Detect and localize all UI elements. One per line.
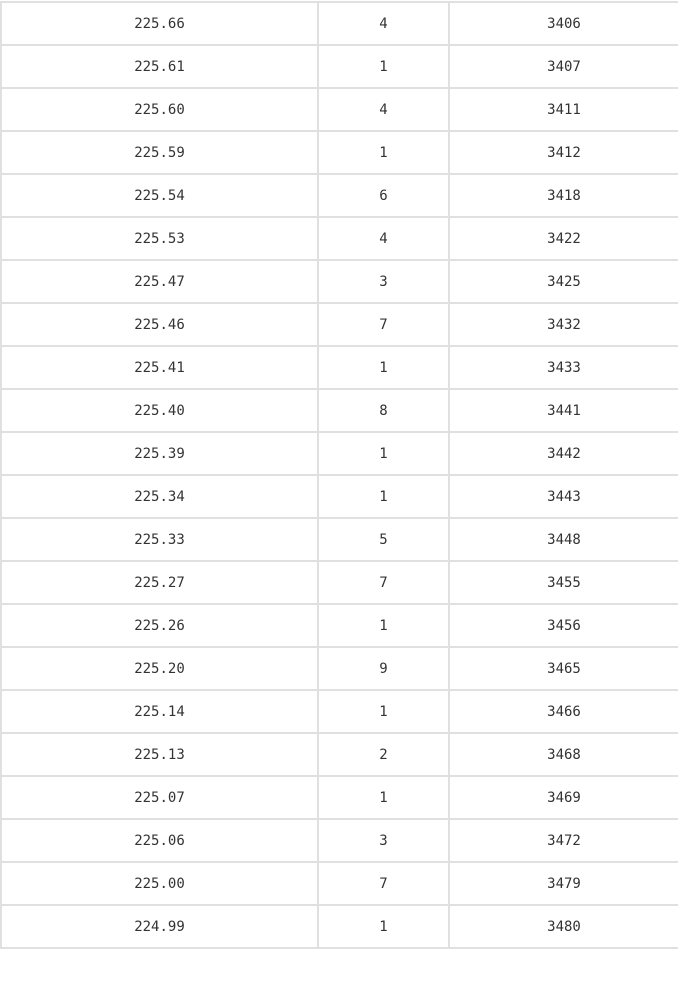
score-cell: 225.59	[1, 131, 318, 174]
count-cell: 9	[318, 647, 449, 690]
table-row	[1, 604, 678, 647]
table-row	[1, 776, 678, 819]
count-cell: 8	[318, 389, 449, 432]
count-cell: 7	[318, 303, 449, 346]
score-cell: 225.61	[1, 45, 318, 88]
cumulative-cell: 3441	[449, 389, 678, 432]
table-row	[1, 475, 678, 518]
score-cell: 225.27	[1, 561, 318, 604]
score-cell: 225.20	[1, 647, 318, 690]
count-cell: 1	[318, 346, 449, 389]
score-cell: 225.39	[1, 432, 318, 475]
count-cell: 1	[318, 690, 449, 733]
count-cell: 1	[318, 131, 449, 174]
score-cell: 225.13	[1, 733, 318, 776]
table-row	[1, 88, 678, 131]
table-row	[1, 862, 678, 905]
count-cell: 1	[318, 604, 449, 647]
count-cell: 1	[318, 432, 449, 475]
cumulative-cell: 3469	[449, 776, 678, 819]
table-row	[1, 561, 678, 604]
score-cell: 225.66	[1, 2, 318, 45]
count-cell: 1	[318, 776, 449, 819]
score-distribution-table	[0, 1, 678, 949]
score-cell: 225.26	[1, 604, 318, 647]
score-cell: 224.99	[1, 905, 318, 948]
score-cell: 225.53	[1, 217, 318, 260]
table-row	[1, 518, 678, 561]
cumulative-cell: 3472	[449, 819, 678, 862]
count-cell: 1	[318, 905, 449, 948]
cumulative-cell: 3406	[449, 2, 678, 45]
cumulative-cell: 3412	[449, 131, 678, 174]
score-cell: 225.07	[1, 776, 318, 819]
count-cell: 7	[318, 862, 449, 905]
score-cell: 225.40	[1, 389, 318, 432]
cumulative-cell: 3422	[449, 217, 678, 260]
cumulative-cell: 3480	[449, 905, 678, 948]
cumulative-cell: 3448	[449, 518, 678, 561]
cumulative-cell: 3442	[449, 432, 678, 475]
table-row	[1, 174, 678, 217]
score-cell: 225.00	[1, 862, 318, 905]
cumulative-cell: 3455	[449, 561, 678, 604]
table-row	[1, 389, 678, 432]
count-cell: 6	[318, 174, 449, 217]
table-row	[1, 905, 678, 948]
table-row	[1, 303, 678, 346]
count-cell: 4	[318, 217, 449, 260]
table-row	[1, 647, 678, 690]
table-body	[1, 2, 678, 948]
cumulative-cell: 3456	[449, 604, 678, 647]
cumulative-cell: 3468	[449, 733, 678, 776]
score-cell: 225.60	[1, 88, 318, 131]
cumulative-cell: 3433	[449, 346, 678, 389]
cumulative-cell: 3418	[449, 174, 678, 217]
count-cell: 3	[318, 260, 449, 303]
table-row	[1, 217, 678, 260]
cumulative-cell: 3443	[449, 475, 678, 518]
cumulative-cell: 3479	[449, 862, 678, 905]
count-cell: 4	[318, 88, 449, 131]
table-row	[1, 690, 678, 733]
cumulative-cell: 3411	[449, 88, 678, 131]
score-cell: 225.46	[1, 303, 318, 346]
score-cell: 225.47	[1, 260, 318, 303]
table-row	[1, 733, 678, 776]
table-row	[1, 432, 678, 475]
count-cell: 1	[318, 45, 449, 88]
cumulative-cell: 3465	[449, 647, 678, 690]
cumulative-cell: 3425	[449, 260, 678, 303]
count-cell: 3	[318, 819, 449, 862]
cumulative-cell: 3432	[449, 303, 678, 346]
score-cell: 225.14	[1, 690, 318, 733]
count-cell: 5	[318, 518, 449, 561]
table-row	[1, 819, 678, 862]
score-cell: 225.41	[1, 346, 318, 389]
cumulative-cell: 3407	[449, 45, 678, 88]
score-cell: 225.54	[1, 174, 318, 217]
score-cell: 225.33	[1, 518, 318, 561]
table-row	[1, 131, 678, 174]
score-cell: 225.34	[1, 475, 318, 518]
count-cell: 4	[318, 2, 449, 45]
count-cell: 7	[318, 561, 449, 604]
score-cell: 225.06	[1, 819, 318, 862]
table-row	[1, 346, 678, 389]
table-row	[1, 2, 678, 45]
table-row	[1, 45, 678, 88]
count-cell: 2	[318, 733, 449, 776]
table-row	[1, 260, 678, 303]
cumulative-cell: 3466	[449, 690, 678, 733]
count-cell: 1	[318, 475, 449, 518]
